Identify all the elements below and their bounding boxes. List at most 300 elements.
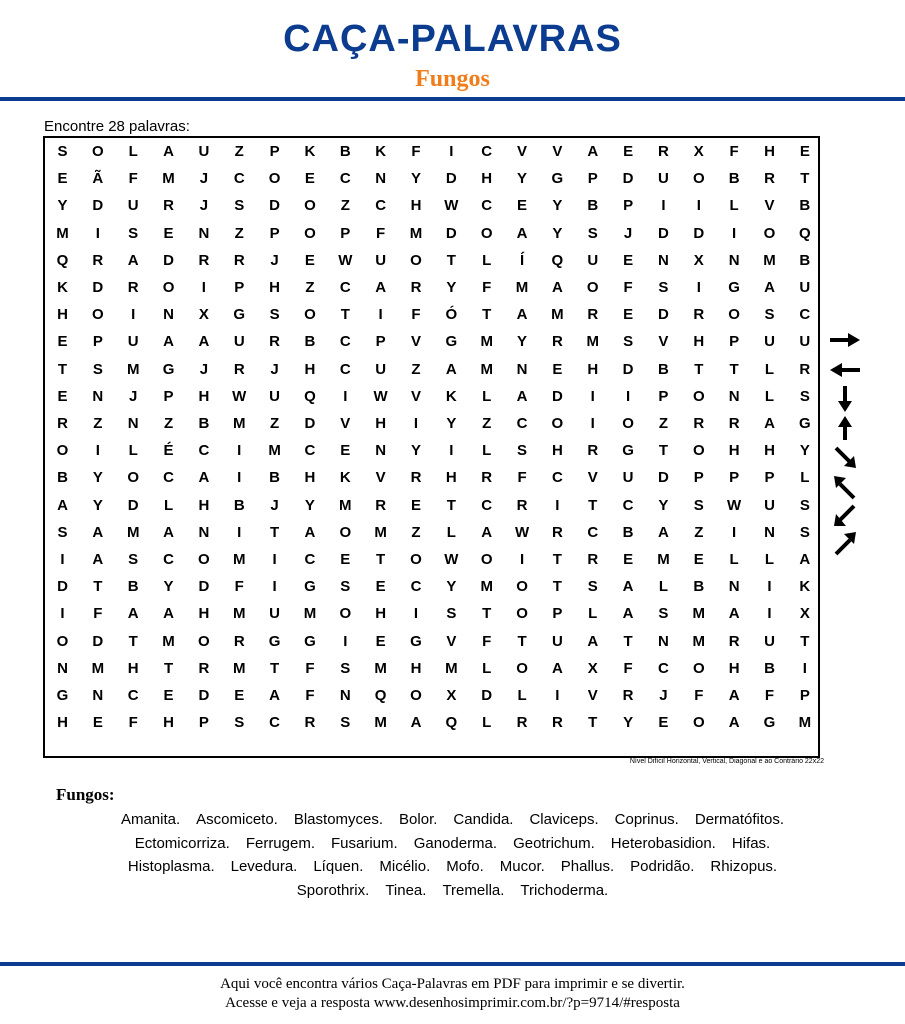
grid-cell: I [449, 442, 454, 460]
grid-cell: R [551, 523, 563, 541]
grid-cell: T [658, 442, 669, 460]
grid-cell: C [269, 714, 281, 732]
grid-cell: C [481, 496, 493, 514]
grid-cell: Z [658, 415, 669, 432]
grid-cell: O [551, 415, 564, 432]
grid-cell: E [340, 442, 351, 460]
grid-cell: Q [374, 687, 387, 704]
grid-cell: C [481, 197, 493, 215]
grid-cell: P [269, 143, 280, 160]
grid-cell: M [233, 659, 246, 677]
page-title: CAÇA-PALAVRAS [283, 18, 622, 60]
grid-cell: Ã [92, 170, 104, 188]
grid-cell: I [413, 415, 419, 432]
grid-cell: E [57, 333, 68, 351]
grid-cell: N [339, 687, 351, 704]
grid-cell: I [661, 197, 666, 215]
grid-cell: R [587, 551, 599, 568]
grid-cell: D [198, 578, 210, 596]
grid-cell: E [623, 143, 634, 160]
grid-cell: Y [92, 469, 103, 487]
grid-cell: I [378, 306, 383, 324]
grid-cell: N [375, 442, 387, 460]
grid-cell: J [129, 387, 138, 405]
grid-cell: O [198, 632, 210, 650]
grid-cell: M [692, 605, 706, 623]
grid-cell: M [162, 632, 175, 650]
grid-cell: L [482, 251, 492, 269]
grid-cell: L [588, 605, 598, 623]
word-item: Trichoderma. [520, 881, 609, 899]
grid-cell: D [693, 224, 705, 242]
letter-grid [43, 136, 820, 758]
grid-cell: D [198, 687, 210, 704]
grid-cell: J [659, 687, 668, 704]
grid-cell: E [623, 251, 634, 269]
grid-cell: L [764, 387, 775, 405]
grid-cell: O [198, 551, 210, 568]
grid-cell: D [622, 360, 634, 378]
grid-cell: Y [410, 170, 421, 188]
grid-cell: Y [446, 578, 457, 596]
grid-cell: T [270, 659, 280, 677]
grid-cell: W [514, 523, 530, 541]
grid-cell: H [127, 659, 139, 677]
grid-cell: G [304, 578, 316, 596]
grid-cell: R [233, 360, 245, 378]
grid-cell: M [763, 251, 776, 269]
grid-cell: P [764, 469, 775, 487]
grid-cell: H [764, 143, 775, 160]
grid-cell: N [92, 687, 104, 704]
grid-cell: H [587, 360, 599, 378]
grid-cell: I [555, 496, 560, 514]
grid-cell: X [693, 143, 704, 160]
grid-cell: N [57, 659, 68, 677]
word-item: Tinea. [385, 881, 427, 899]
grid-cell: I [60, 551, 65, 568]
grid-cell: S [340, 659, 351, 677]
grid-cell: A [587, 632, 599, 650]
grid-cell: U [269, 605, 281, 623]
grid-cell: N [658, 251, 669, 269]
word-item: Levedura. [230, 858, 298, 875]
grid-cell: N [658, 632, 669, 650]
grid-cell: S [340, 714, 351, 732]
grid-cell: G [410, 632, 422, 650]
grid-cell: J [623, 224, 633, 242]
grid-cell: A [551, 279, 563, 296]
grid-cell: M [233, 415, 246, 432]
grid-cell: B [799, 197, 811, 215]
grid-cell: E [375, 632, 386, 650]
grid-cell: X [198, 306, 209, 324]
grid-cell: A [445, 360, 457, 378]
word-item: Líquen. [313, 858, 364, 875]
grid-cell: Y [446, 415, 457, 432]
word-item: Hifas. [731, 834, 771, 852]
grid-cell: R [551, 714, 563, 732]
grid-cell: J [199, 170, 209, 188]
grid-cell: C [339, 360, 351, 378]
grid-cell: T [729, 360, 739, 378]
grid-cell: F [694, 687, 704, 704]
grid-cell: Y [552, 224, 563, 242]
grid-cell: C [516, 415, 528, 432]
grid-cell: U [269, 387, 281, 405]
grid-cell: B [799, 251, 811, 269]
grid-cell: E [623, 551, 634, 568]
grid-cell: A [163, 523, 174, 541]
grid-cell: A [516, 224, 528, 242]
grid-cell: M [91, 659, 105, 677]
grid-cell: Y [799, 442, 810, 460]
grid-cell: O [268, 170, 281, 188]
grid-cell: Q [56, 251, 69, 269]
grid-cell: T [163, 659, 174, 677]
grid-cell: O [692, 714, 705, 732]
grid-cell: M [586, 333, 599, 351]
grid-cell: R [693, 415, 705, 432]
grid-cell: P [623, 197, 634, 215]
top-rule [0, 97, 905, 101]
grid-cell: U [233, 333, 245, 351]
word-item: Claviceps. [529, 811, 599, 828]
grid-cell: T [588, 714, 598, 732]
grid-cell: Q [551, 251, 564, 269]
direction-legend [826, 330, 866, 560]
grid-cell: T [446, 496, 456, 514]
grid-cell: L [658, 578, 669, 596]
instruction-text: Encontre 28 palavras: [44, 118, 190, 135]
grid-cell: R [410, 469, 422, 487]
word-item: Phallus. [560, 858, 615, 875]
grid-cell: B [728, 170, 740, 188]
grid-cell: R [127, 279, 139, 296]
grid-cell: I [201, 279, 206, 296]
grid-cell: F [305, 659, 315, 677]
grid-cell: H [198, 387, 210, 405]
grid-cell: U [799, 333, 811, 351]
grid-cell: Z [93, 415, 103, 432]
grid-cell: D [658, 224, 669, 242]
grid-cell: A [622, 605, 634, 623]
grid-cell: Z [694, 523, 704, 541]
grid-cell: X [446, 687, 457, 704]
grid-cell: R [198, 659, 210, 677]
word-item: Ferrugem. [245, 834, 315, 852]
grid-cell: Q [445, 714, 458, 732]
grid-cell: É [163, 442, 174, 460]
grid-cell: T [552, 578, 562, 596]
grid-cell: N [764, 523, 775, 541]
grid-cell: D [658, 469, 669, 487]
grid-cell: T [270, 523, 280, 541]
arrow-up-right-icon [836, 532, 856, 554]
level-note: Nível Difícil Horizontal, Vertical, Diagonal e ao Contrário 22x22 [629, 758, 824, 765]
grid-cell: M [480, 578, 493, 596]
grid-cell: G [763, 714, 776, 732]
grid-cell: L [482, 714, 492, 732]
grid-cell: W [727, 496, 742, 514]
grid-cell: O [516, 659, 528, 677]
grid-cell: O [304, 197, 316, 215]
word-item: Histoplasma. [127, 858, 215, 875]
grid-cell: I [95, 442, 100, 460]
grid-cell: F [128, 714, 138, 732]
grid-cell: R [728, 632, 740, 650]
grid-cell: H [304, 469, 316, 487]
grid-cell: D [163, 251, 174, 269]
grid-cell: P [234, 279, 245, 296]
grid-cell: M [303, 605, 317, 623]
grid-cell: R [551, 333, 563, 351]
grid-cell: M [374, 659, 387, 677]
grid-cell: W [373, 387, 388, 405]
grid-cell: R [693, 306, 705, 324]
grid-cell: C [163, 469, 174, 487]
grid-cell: A [127, 605, 139, 623]
grid-cell: S [57, 143, 68, 160]
grid-cell: G [551, 170, 564, 188]
grid-cell: F [411, 143, 421, 160]
grid-cell: I [237, 523, 242, 541]
grid-cell: D [92, 632, 104, 650]
grid-cell: T [57, 360, 68, 378]
grid-cell: F [729, 143, 739, 160]
grid-cell: U [764, 333, 775, 351]
arrow-up-icon [838, 416, 852, 440]
grid-cell: V [658, 333, 669, 351]
grid-cell: Í [519, 251, 525, 269]
word-item: Mucor. [499, 858, 545, 875]
grid-cell: C [304, 442, 316, 460]
grid-cell: A [163, 143, 174, 160]
grid-cell: S [57, 523, 68, 541]
grid-cell: A [198, 469, 210, 487]
grid-cell: A [481, 523, 493, 541]
grid-cell: E [340, 551, 351, 568]
grid-cell: D [481, 687, 493, 704]
grid-cell: H [375, 415, 387, 432]
grid-cell: D [658, 306, 669, 324]
grid-cell: S [587, 578, 598, 596]
grid-cell: V [587, 687, 598, 704]
grid-cell: C [163, 551, 174, 568]
word-item: Mofo. [446, 858, 484, 875]
grid-cell: R [481, 469, 493, 487]
grid-cell: V [552, 143, 563, 160]
grid-cell: I [696, 279, 701, 296]
grid-cell: N [92, 387, 104, 405]
grid-cell: M [126, 523, 140, 541]
grid-cell: B [304, 333, 316, 351]
grid-cell: I [272, 551, 277, 568]
grid-cell: X [587, 659, 598, 677]
grid-cell: D [551, 387, 563, 405]
grid-cell: F [411, 306, 421, 324]
grid-cell: M [374, 523, 387, 541]
grid-cell: M [657, 551, 670, 568]
grid-cell: F [623, 279, 633, 296]
grid-cell: D [57, 578, 68, 596]
grid-cell: R [375, 496, 387, 514]
grid-cell: R [799, 360, 811, 378]
grid-cell: N [127, 415, 139, 432]
grid-cell: H [410, 197, 422, 215]
grid-cell: E [799, 143, 810, 160]
grid-cell: Y [57, 197, 68, 215]
grid-cell: L [729, 197, 739, 215]
grid-cell: M [56, 224, 69, 242]
grid-cell: K [57, 279, 68, 296]
grid-cell: A [764, 279, 775, 296]
grid-cell: O [728, 306, 740, 324]
grid-cell: O [692, 659, 705, 677]
grid-cell: J [270, 360, 279, 378]
grid-cell: P [92, 333, 103, 351]
grid-cell: I [626, 387, 631, 405]
grid-cell: Y [446, 279, 457, 296]
grid-cell: B [693, 578, 705, 596]
grid-cell: V [764, 197, 775, 215]
grid-cell: P [269, 224, 280, 242]
grid-cell: U [127, 333, 139, 351]
arrow-left-icon [830, 363, 860, 377]
grid-cell: B [658, 360, 669, 378]
grid-cell: Y [92, 496, 103, 514]
grid-cell: A [269, 687, 281, 704]
grid-cell: O [56, 632, 69, 650]
grid-cell: O [692, 442, 705, 460]
grid-cell: A [410, 714, 422, 732]
grid-cell: H [57, 714, 68, 732]
grid-cell: A [92, 523, 104, 541]
grid-cell: F [517, 469, 527, 487]
grid-cell: O [586, 279, 599, 296]
grid-cell: L [764, 551, 775, 568]
grid-cell: Y [623, 714, 634, 732]
grid-cell: H [764, 442, 775, 460]
grid-cell: C [198, 442, 210, 460]
grid-cell: O [304, 224, 316, 242]
grid-cell: O [410, 551, 422, 568]
grid-cell: T [340, 306, 350, 324]
grid-cell: A [304, 523, 316, 541]
grid-cell: L [163, 496, 174, 514]
word-list-line [40, 879, 865, 903]
grid-cell: C [587, 523, 599, 541]
grid-cell: E [163, 224, 174, 242]
grid-cell: S [799, 496, 810, 514]
grid-cell: K [304, 143, 316, 160]
grid-cell: A [728, 714, 740, 732]
grid-cell: O [692, 170, 705, 188]
grid-cell: R [198, 251, 210, 269]
word-item: Podridão. [630, 858, 695, 875]
grid-cell: F [93, 605, 103, 623]
grid-cell: P [693, 469, 704, 487]
grid-cell: V [375, 469, 386, 487]
grid-cell: E [410, 496, 421, 514]
grid-cell: N [375, 170, 387, 188]
grid-cell: T [623, 632, 633, 650]
grid-cell: R [57, 415, 68, 432]
word-list-line [40, 832, 865, 856]
grid-cell: A [127, 251, 139, 269]
grid-cell: L [800, 469, 810, 487]
grid-cell: R [92, 251, 104, 269]
grid-cell: A [764, 415, 775, 432]
grid-cell: H [693, 333, 705, 351]
grid-cell: H [198, 496, 210, 514]
grid-cell: P [340, 224, 351, 242]
grid-cell: A [658, 523, 669, 541]
grid-cell: K [339, 469, 351, 487]
grid-cell: I [272, 578, 277, 596]
grid-cell: A [551, 659, 563, 677]
grid-cell: R [516, 714, 528, 732]
word-item: Candida. [453, 811, 514, 828]
grid-cell: X [799, 605, 810, 623]
grid-cell: Y [552, 197, 563, 215]
grid-cell: A [375, 279, 387, 296]
grid-cell: Y [410, 442, 421, 460]
grid-cell: T [517, 632, 527, 650]
grid-cell: Ó [445, 306, 458, 324]
grid-cell: V [446, 632, 457, 650]
grid-cell: E [693, 551, 704, 568]
grid-cell: J [199, 197, 209, 215]
word-list [40, 808, 865, 902]
grid-cell: Z [482, 415, 492, 432]
grid-cell: W [444, 197, 459, 215]
grid-cell: M [233, 605, 246, 623]
grid-cell: M [798, 714, 812, 732]
grid-cell: M [515, 279, 529, 296]
grid-cell: I [767, 605, 772, 623]
grid-cell: C [127, 687, 139, 704]
grid-cell: P [658, 387, 669, 405]
grid-cell: P [729, 333, 740, 351]
grid-cell: E [57, 170, 68, 188]
grid-cell: G [162, 360, 175, 378]
grid-cell: L [482, 659, 492, 677]
grid-cell: R [233, 251, 245, 269]
grid-cell: H [728, 659, 740, 677]
grid-cell: E [234, 687, 245, 704]
grid-cell: R [587, 306, 599, 324]
footer-line-1: Aqui você encontra vários Caça-Palavras em PDF para imprimir e se divertir. [220, 976, 685, 992]
grid-cell: T [482, 605, 492, 623]
grid-cell: I [802, 659, 807, 677]
grid-cell: A [92, 551, 104, 568]
word-item: Blastomyces. [293, 811, 384, 828]
grid-cell: O [692, 387, 705, 405]
grid-cell: M [339, 496, 352, 514]
grid-cell: U [764, 632, 775, 650]
grid-cell: U [127, 197, 139, 215]
grid-cell: W [444, 551, 459, 568]
grid-cell: E [552, 360, 563, 378]
footer [0, 975, 905, 1013]
grid-cell: D [304, 415, 316, 432]
grid-cell: O [480, 224, 493, 242]
word-item: Ascomiceto. [196, 811, 278, 828]
word-list-heading: Fungos: [56, 785, 115, 804]
grid-cell: S [517, 442, 528, 460]
grid-cell: U [551, 632, 563, 650]
